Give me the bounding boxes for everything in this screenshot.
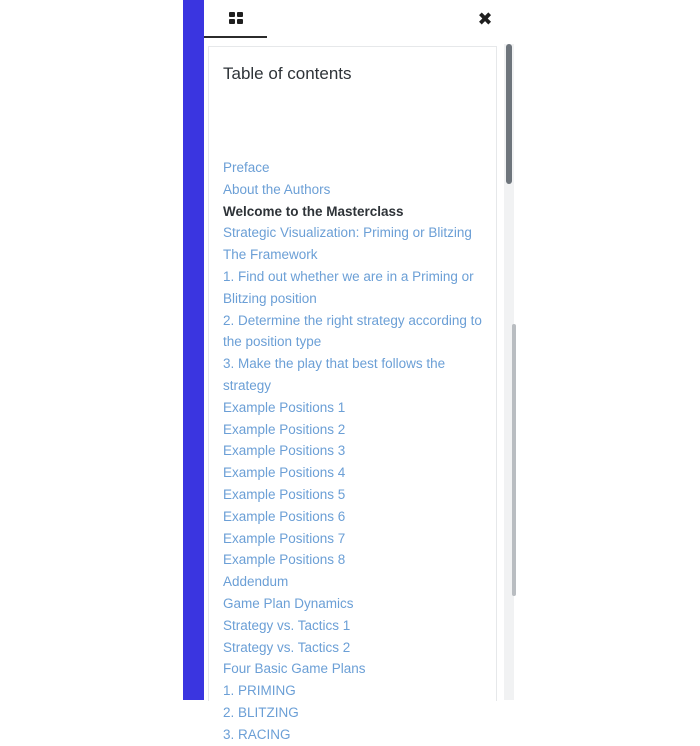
toc-item[interactable]: Example Positions 5: [223, 486, 346, 502]
toc-item[interactable]: The Framework: [223, 247, 318, 263]
toc-item[interactable]: Example Positions 2: [223, 421, 346, 437]
toc-item[interactable]: Example Positions 3: [223, 443, 346, 459]
close-button[interactable]: [474, 6, 496, 32]
close-icon: ✖: [477, 8, 493, 29]
toc-item[interactable]: Example Positions 1: [223, 399, 346, 415]
toc-card: [208, 46, 497, 742]
content-scrollbar-thumb[interactable]: [512, 324, 516, 596]
grid-icon: [229, 12, 243, 24]
toc-item[interactable]: About the Authors: [223, 181, 331, 197]
toc-item[interactable]: Example Positions 4: [223, 465, 346, 481]
scrollbar-thumb[interactable]: [506, 44, 512, 184]
accent-bar: [183, 0, 204, 700]
toc-item[interactable]: Strategic Visualization: Priming or Blitzing: [223, 225, 472, 241]
toc-item[interactable]: 2. BLITZING: [223, 704, 299, 720]
panel-header: [204, 0, 517, 38]
toc-item[interactable]: 3. Make the play that best follows the strategy: [223, 356, 446, 393]
toc-item[interactable]: Four Basic Game Plans: [223, 661, 366, 677]
toc-title: Table of contents: [223, 64, 352, 83]
toc-item[interactable]: Strategy vs. Tactics 1: [223, 617, 351, 633]
toc-item[interactable]: Example Positions 7: [223, 530, 346, 546]
toc-item[interactable]: Example Positions 6: [223, 508, 346, 524]
toc-item[interactable]: 1. Find out whether we are in a Priming or Blitzing position: [223, 268, 474, 306]
toc-item[interactable]: 1. PRIMING: [223, 683, 296, 699]
toc-panel: [204, 0, 517, 742]
toc-item[interactable]: Game Plan Dynamics: [223, 595, 354, 611]
toc-item[interactable]: Strategy vs. Tactics 2: [223, 639, 351, 655]
toc-list: [223, 157, 485, 746]
toc-item[interactable]: Welcome to the Masterclass: [223, 203, 404, 219]
toc-item[interactable]: Preface: [223, 160, 270, 175]
tab-table-of-contents[interactable]: [204, 0, 267, 38]
toc-item[interactable]: Addendum: [223, 574, 289, 590]
toc-item[interactable]: 2. Determine the right strategy according to the position type: [223, 312, 482, 350]
scrollbar[interactable]: [504, 44, 514, 700]
toc-item[interactable]: 3. RACING: [223, 726, 291, 742]
toc-item[interactable]: Example Positions 8: [223, 552, 346, 568]
